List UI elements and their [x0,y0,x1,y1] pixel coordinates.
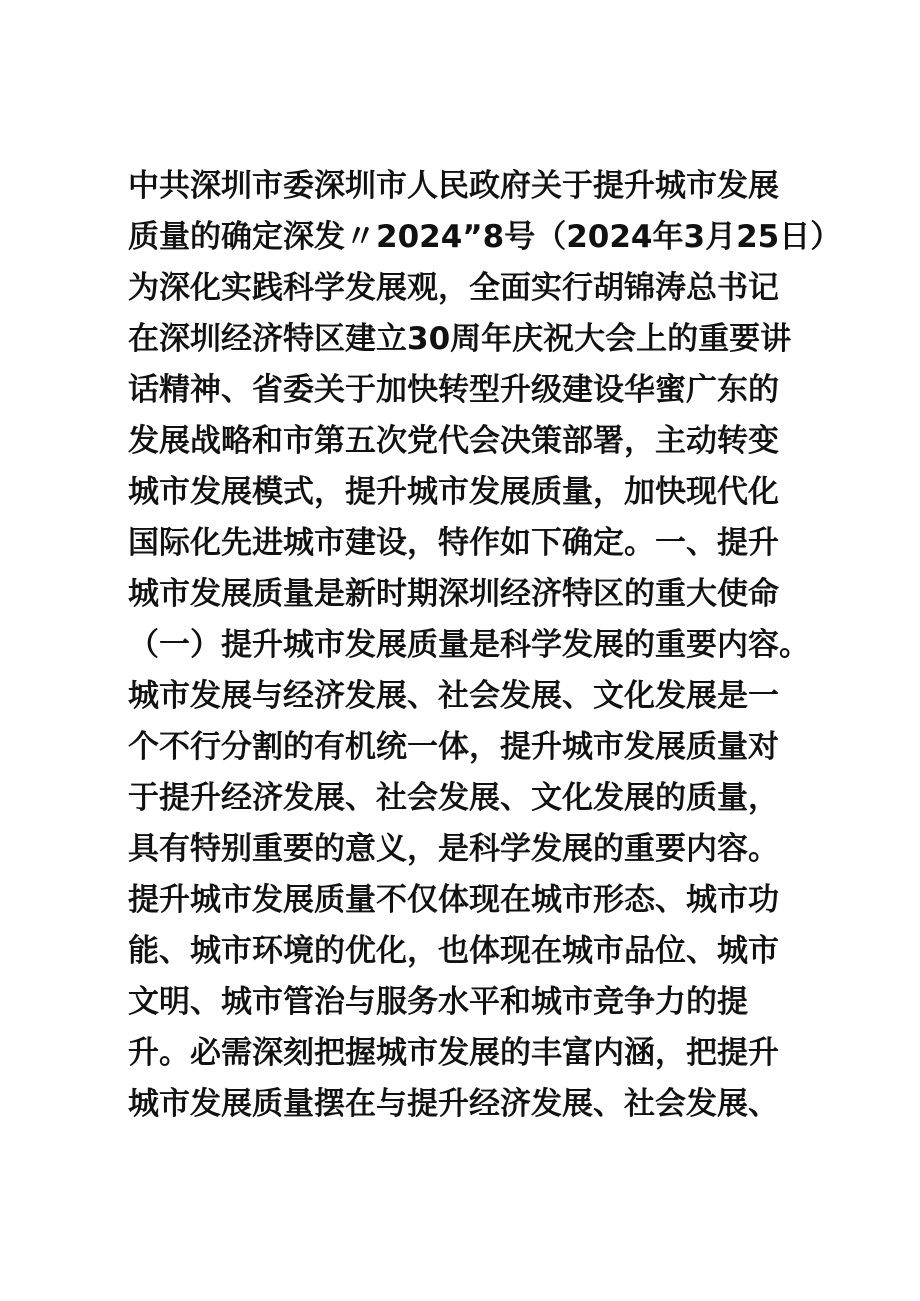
text-line: 提升城市发展质量不仅体现在城市形态、城市功 [128,882,779,918]
text-line: 城市发展质量是新时期深圳经济特区的重大使命 [128,576,779,612]
text-line: 城市发展模式，提升城市发展质量，加快现代化 [128,474,779,510]
text-line: 质量的确定深发〃2024”8号（2024年3月25日） [128,219,842,255]
text-line: 于提升经济发展、社会发展、文化发展的质量， [128,780,779,816]
text-line: 具有特别重要的意义，是科学发展的重要内容。 [128,831,779,867]
text-line: 城市发展质量摆在与提升经济发展、社会发展、 [128,1086,779,1122]
text-line: 文明、城市管治与服务水平和城市竞争力的提 [128,984,748,1020]
text-line: 个不行分割的有机统一体，提升城市发展质量对 [128,729,779,765]
text-line: 为深化实践科学发展观，全面实行胡锦涛总书记 [128,270,779,306]
text-line: 能、城市环境的优化，也体现在城市品位、城市 [128,933,779,969]
document-body [128,161,842,1130]
text-line: 话精神、省委关于加快转型升级建设华蜜广东的 [128,372,779,408]
text-line: 国际化先进城市建设，特作如下确定。一、提升 [128,525,779,561]
text-line: 中共深圳市委深圳市人民政府关于提升城市发展 [128,168,779,204]
text-line: （一）提升城市发展质量是科学发展的重要内容。 [128,627,810,663]
text-line: 发展战略和市第五次党代会决策部署，主动转变 [128,423,779,459]
text-line: 升。必需深刻把握城市发展的丰富内涵，把提升 [128,1035,779,1071]
text-line: 城市发展与经济发展、社会发展、文化发展是一 [128,678,779,714]
text-line: 在深圳经济特区建立30周年庆祝大会上的重要讲 [128,321,792,357]
